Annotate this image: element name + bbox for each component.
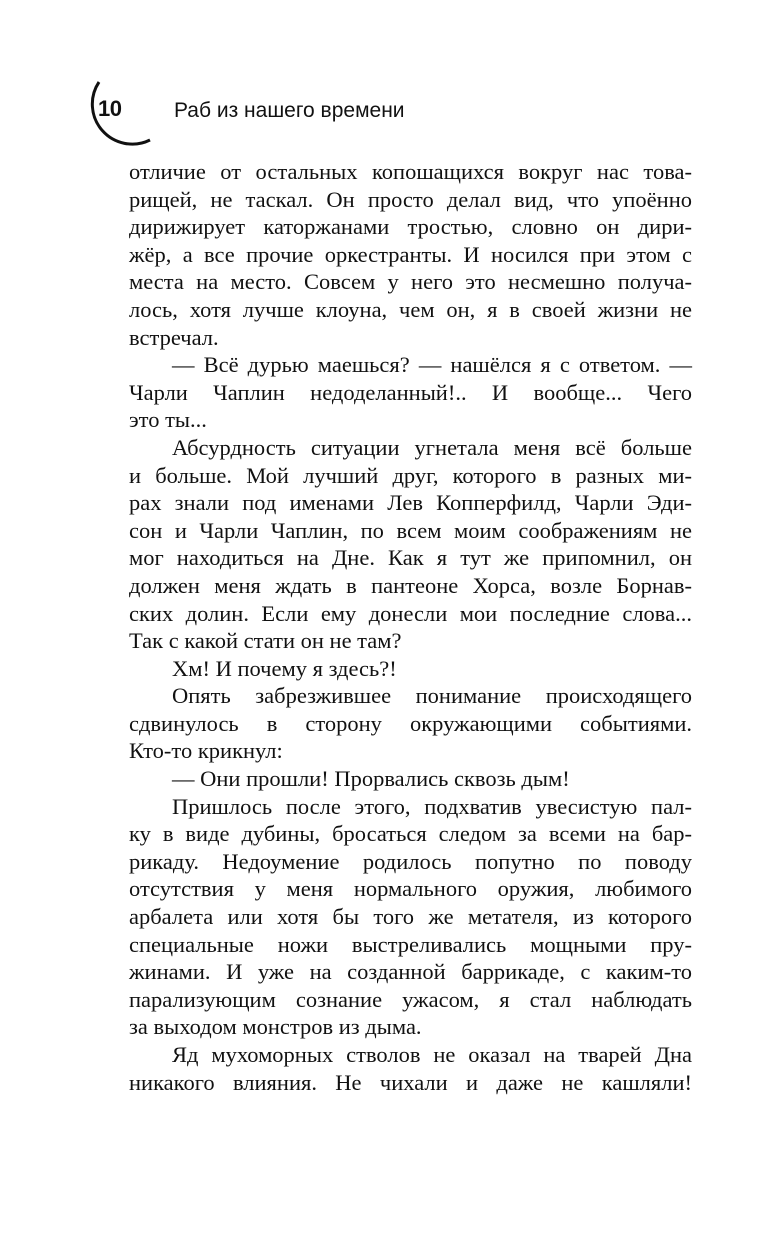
text-line: Пришлось после этого, подхватив увесистую пал- <box>172 793 692 819</box>
running-title: Раб из нашего времени <box>174 99 405 122</box>
text-line: Абсурдность ситуации угнетала меня всё больше <box>172 434 692 460</box>
text-line: жинами. И уже на созданной баррикаде, с каким-то <box>129 959 692 985</box>
text-line: жёр, а все прочие оркестранты. И носился при этом с <box>129 241 692 267</box>
text-line: рикаду. Недоумение родилось попутно по поводу <box>129 848 692 874</box>
text-line: — Всё дурью маешься? — нашёлся я с ответом. — <box>172 352 692 378</box>
text-line: парализующим сознание ужасом, я стал наблюдать <box>129 986 692 1012</box>
text-line: сон и Чарли Чаплин, по всем моим соображениям не <box>129 517 692 543</box>
text-line: встречал. <box>129 324 219 350</box>
text-line: должен меня ждать в пантеоне Хорса, возле Борнав- <box>129 572 692 598</box>
text-line: никакого влияния. Не чихали и даже не кашляли! <box>129 1069 692 1095</box>
text-line: сдвинулось в сторону окружающими событиями. <box>129 710 692 736</box>
text-line: Яд мухоморных стволов не оказал на тварей Дна <box>172 1042 692 1067</box>
text-line: Кто-то крикнул: <box>129 738 283 764</box>
text-line: Хм! И почему я здесь?! <box>172 655 397 681</box>
text-line: и больше. Мой лучший друг, которого в разных ми- <box>129 462 692 488</box>
text-line: места на место. Совсем у него это несмешно получа- <box>129 269 692 295</box>
body-text <box>129 158 692 1096</box>
text-line: специальные ножи выстреливались мощными пру- <box>129 931 692 957</box>
text-line: отличие от остальных копошащихся вокруг нас това- <box>129 159 692 184</box>
text-line: — Они прошли! Прорвались сквозь дым! <box>172 766 570 792</box>
text-line: отсутствия у меня нормального оружия, любимого <box>129 876 692 902</box>
text-line: мог находиться на Дне. Как я тут же припомнил, он <box>129 545 692 571</box>
text-line: ку в виде дубины, бросаться следом за всеми на бар- <box>129 821 692 847</box>
text-line: арбалета или хотя бы того же метателя, из которого <box>129 904 692 930</box>
text-line: рах знали под именами Лев Копперфилд, Чарли Эди- <box>129 490 692 516</box>
text-line: дирижирует каторжанами тростью, словно он дири- <box>129 214 692 240</box>
text-line: за выходом монстров из дыма. <box>129 1014 422 1040</box>
text-line: Опять забрезжившее понимание происходящего <box>172 683 692 709</box>
text-line: Так с какой стати он не там? <box>129 628 402 654</box>
text-line: лось, хотя лучше клоуна, чем он, я в своей жизни не <box>129 296 692 322</box>
page-header <box>86 78 706 148</box>
text-line: это ты... <box>129 407 207 433</box>
text-line: ских долин. Если ему донесли мои последние слова... <box>129 600 692 626</box>
text-line: Чарли Чаплин недоделанный!.. И вообще... Чего <box>129 379 692 405</box>
text-line: рищей, не таскал. Он просто делал вид, что упоённо <box>129 186 692 212</box>
page-number: 10 <box>98 96 122 121</box>
